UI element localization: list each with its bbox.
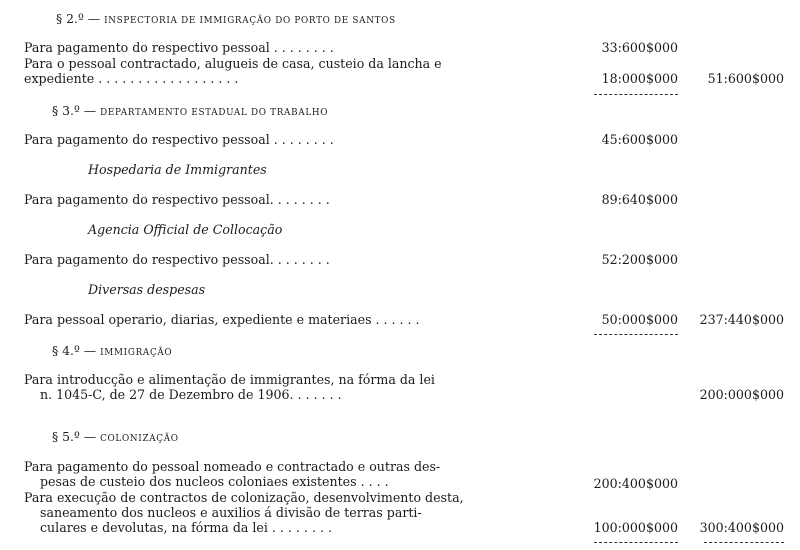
item-text-line: Para o pessoal contractado, alugueis de casa, custeio da lancha e (24, 56, 442, 71)
item-text-line: Para pagamento do pessoal nomeado e contractado e outras des- (24, 459, 441, 474)
underline-rule (594, 542, 678, 543)
item-text-line: Para execução de contractos de colonização, desenvolvimento desta, (24, 490, 464, 505)
section-heading-2 (56, 12, 396, 28)
item-text: Para pagamento do respectivo pessoal. . . . . . . . (24, 252, 330, 267)
section-title: INSPECTORIA DE IMMIGRAÇÃO DO PORTO DE SANTOS (104, 16, 396, 26)
subsection-title: Agencia Official de Collocação (88, 222, 283, 237)
section-title: COLONIZAÇÃO (100, 434, 179, 444)
section-total: 300:400$000 (699, 520, 784, 535)
section-number: § 5.º — (52, 429, 97, 444)
section-number: § 4.º — (52, 343, 97, 358)
section-total: 200:000$000 (699, 387, 784, 402)
section-title: IMMIGRAÇÃO (100, 348, 173, 358)
section-number: § 3.º — (52, 103, 97, 118)
item-amount: 89:640$000 (601, 192, 678, 207)
underline-rule (594, 94, 678, 95)
section-heading-3 (52, 104, 328, 120)
item-text-line: n. 1045-C, de 27 de Dezembro de 1906. . . . . . . (40, 387, 342, 402)
item-text-line: Para introducção e alimentação de immigrantes, na fórma da lei (24, 372, 435, 387)
section-title: DEPARTAMENTO ESTADUAL DO TRABALHO (100, 108, 329, 118)
item-text-line: saneamento dos nucleos e auxilios á divisão de terras parti- (40, 505, 422, 520)
item-text: Para pessoal operario, diarias, expediente e materiaes . . . . . . (24, 312, 420, 327)
item-text: Para pagamento do respectivo pessoal. . . . . . . . (24, 192, 330, 207)
item-amount: 18:000$000 (601, 71, 678, 86)
item-amount: 100:000$000 (593, 520, 678, 535)
item-text: Para pagamento do respectivo pessoal . . . . . . . . (24, 40, 334, 55)
section-heading-4 (52, 344, 172, 360)
section-number: § 2.º — (56, 11, 101, 26)
subsection-title: Diversas despesas (88, 282, 206, 297)
section-total: 237:440$000 (699, 312, 784, 327)
section-heading-5 (52, 430, 179, 446)
item-text-line: culares e devolutas, na fórma da lei . . . . . . . . (40, 520, 332, 535)
underline-rule (704, 542, 784, 543)
item-amount: 50:000$000 (601, 312, 678, 327)
item-amount: 33:600$000 (601, 40, 678, 55)
subsection-title: Hospedaria de Immigrantes (88, 162, 267, 177)
item-text: Para pagamento do respectivo pessoal . . . . . . . . (24, 132, 334, 147)
item-text-line: expediente . . . . . . . . . . . . . . . . . . (24, 71, 239, 86)
item-text-line: pesas de custeio dos nucleos coloniaes existentes . . . . (40, 474, 389, 489)
item-amount: 52:200$000 (601, 252, 678, 267)
section-total: 51:600$000 (707, 71, 784, 86)
item-amount: 200:400$000 (593, 476, 678, 491)
item-amount: 45:600$000 (601, 132, 678, 147)
underline-rule (594, 334, 678, 335)
